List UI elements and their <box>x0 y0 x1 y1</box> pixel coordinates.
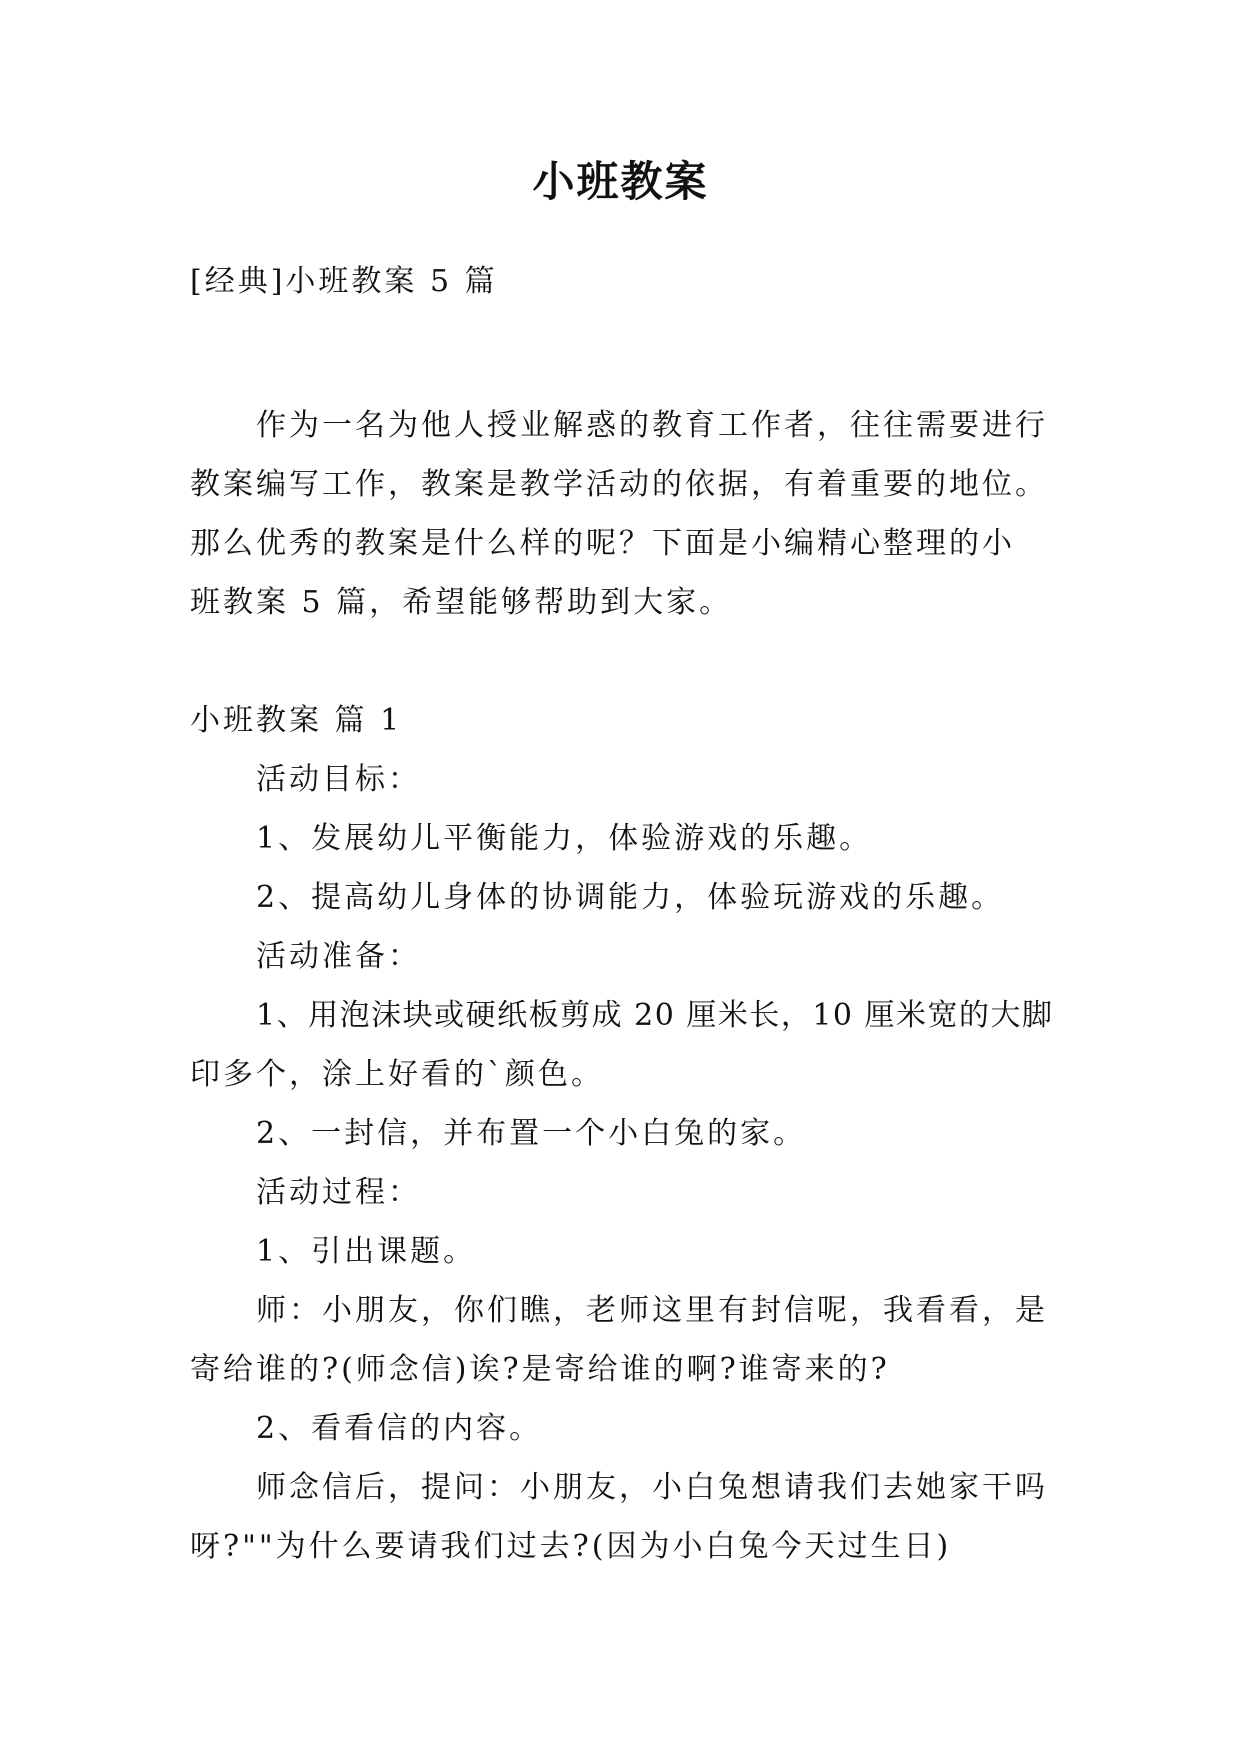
document-subtitle: [经典]小班教案 5 篇 <box>190 264 498 299</box>
body-line: 1、用泡沫块或硬纸板剪成 20 厘米长，10 厘米宽的大脚 <box>256 998 1054 1033</box>
body-line: 活动准备： <box>256 939 421 974</box>
body-line: 1、发展幼儿平衡能力，体验游戏的乐趣。 <box>256 821 873 856</box>
body-line: 2、提高幼儿身体的协调能力，体验玩游戏的乐趣。 <box>256 880 1005 915</box>
body-line: 活动目标： <box>256 762 421 797</box>
body-line: 2、看看信的内容。 <box>256 1411 543 1446</box>
body-line: 1、引出课题。 <box>256 1234 477 1269</box>
section-heading: 小班教案 篇 1 <box>190 703 403 738</box>
intro-line: 教案编写工作，教案是教学活动的依据，有着重要的地位。 <box>190 467 1048 502</box>
body-line: 2、一封信，并布置一个小白兔的家。 <box>256 1116 807 1151</box>
intro-line: 班教案 5 篇，希望能够帮助到大家。 <box>190 585 733 620</box>
body-line: 寄给谁的?(师念信)诶?是寄给谁的啊?谁寄来的? <box>190 1352 890 1387</box>
body-line: 师：小朋友，你们瞧，老师这里有封信呢，我看看，是 <box>256 1293 1048 1328</box>
intro-line: 作为一名为他人授业解惑的教育工作者，往往需要进行 <box>256 408 1048 443</box>
body-line: 印多个，涂上好看的`颜色。 <box>190 1057 604 1092</box>
intro-line: 那么优秀的教案是什么样的呢？下面是小编精心整理的小 <box>190 526 1015 561</box>
body-line: 呀?""为什么要请我们过去?(因为小白兔今天过生日) <box>190 1529 952 1564</box>
document-title: 小班教案 <box>532 157 709 206</box>
body-line: 活动过程： <box>256 1175 421 1210</box>
body-line: 师念信后，提问：小朋友，小白兔想请我们去她家干吗 <box>256 1470 1048 1505</box>
